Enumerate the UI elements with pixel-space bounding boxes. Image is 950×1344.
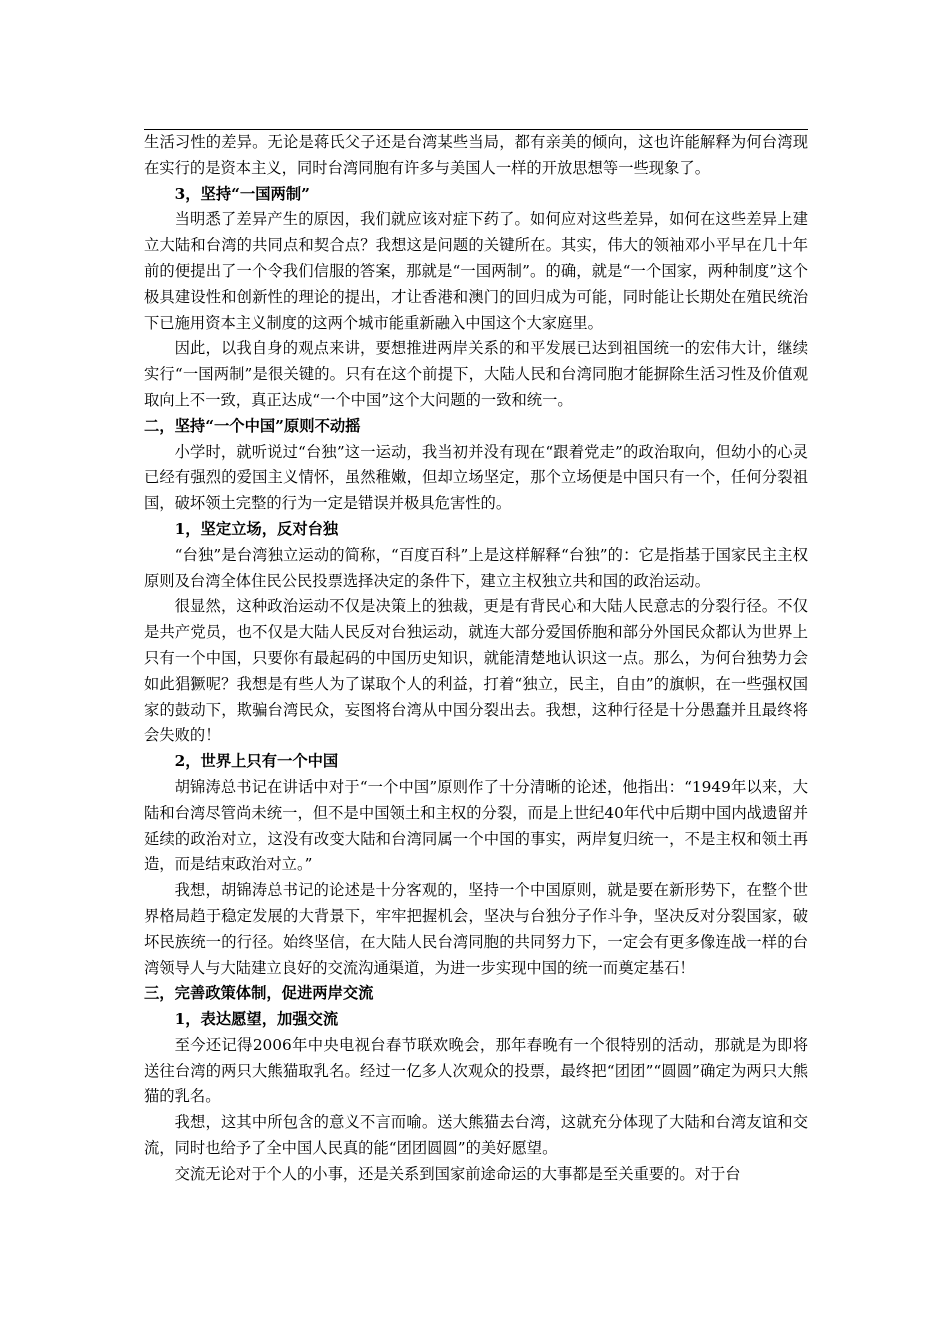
paragraph: 我想，胡锦涛总书记的论述是十分客观的，坚持一个中国原则，就是要在新形势下，在整个世界格局趋于稳定发展的大背景下，牢牢把握机会，坚决与台独分子作斗争，坚决反对分裂国家，破坏民族统一的行径。始终坚信，在大陆人民台湾同胞的共同努力下，一定会有更多像连战一样的台湾领导人与大陆建立良好的交流沟通渠道，为进一步实现中国的统一而奠定基石！ <box>144 881 808 977</box>
subheading: 2，世界上只有一个中国 <box>174 752 339 771</box>
paragraph: 交流无论对于个人的小事，还是关系到国家前途命运的大事都是至关重要的。对于台 <box>174 1164 741 1183</box>
paragraph: 小学时，就听说过“台独”这一运动，我当初并没有现在“跟着党走”的政治取向，但幼小的心灵已经有强烈的爱国主义情怀，虽然稚嫩，但却立场坚定，那个立场便是中国只有一个，任何分裂祖国，破坏领土完整的行为一定是错误并极具危害性的。 <box>144 442 808 513</box>
paragraph: 当明悉了差异产生的原因，我们就应该对症下药了。如何应对这些差异，如何在这些差异上建立大陆和台湾的共同点和契合点？我想这是问题的关键所在。其实，伟大的领袖邓小平早在几十年前的便提出了一个令我们信服的答案，那就是“一国两制”。的确，就是“一个国家，两种制度”这个极具建设性和创新性的理论的提出，才让香港和澳门的回归成为可能，同时能让长期处在殖民统治下已施用资本主义制度的这两个城市能重新融入中国这个大家庭里。 <box>144 210 808 332</box>
section-heading: 二，坚持“一个中国”原则不动摇 <box>144 416 361 435</box>
section-heading: 三，完善政策体制，促进两岸交流 <box>144 984 374 1003</box>
paragraph: 因此，以我自身的观点来讲，要想推进两岸关系的和平发展已达到祖国统一的宏伟大计，继续实行“一国两制”是很关键的。只有在这个前提下，大陆人民和台湾同胞才能摒除生活习性及价值观取向上不一致，真正达成“一个中国”这个大问题的一致和统一。 <box>144 339 808 409</box>
document-body <box>144 130 808 1188</box>
subheading: 3，坚持“一国两制” <box>174 184 310 203</box>
paragraph: 至今还记得2006年中央电视台春节联欢晚会，那年春晚有一个很特别的活动，那就是为即将送往台湾的两只大熊猫取乳名。经过一亿多人次观众的投票，最终把“团团”“圆圆”确定为两只大熊猫的乳名。 <box>144 1035 808 1106</box>
paragraph: 很显然，这种政治运动不仅是决策上的独裁，更是有背民心和大陆人民意志的分裂行径。不仅是共产党员，也不仅是大陆人民反对台独运动，就连大部分爱国侨胞和部分外国民众都认为世界上只有一个中国，只要你有最起码的中国历史知识，就能清楚地认识这一点。那么，为何台独势力会如此猖獗呢？我想是有些人为了谋取个人的利益，打着“独立，民主，自由”的旗帜，在一些强权国家的鼓动下，欺骗台湾民众，妄图将台湾从中国分裂出去。我想，这种行径是十分愚蠢并且最终将会失败的！ <box>144 597 808 745</box>
paragraph: 胡锦涛总书记在讲话中对于“一个中国”原则作了十分清晰的论述，他指出：“1949年以来，大陆和台湾尽管尚未统一，但不是中国领土和主权的分裂，而是上世纪40年代中后期中国内战遗留并延续的政治对立，这没有改变大陆和台湾同属一个中国的事实，两岸复归统一，不是主权和领土再造，而是结束政治对立。” <box>144 777 808 874</box>
subheading: 1，坚定立场，反对台独 <box>174 519 339 538</box>
paragraph: 生活习性的差异。无论是蒋氏父子还是台湾某些当局，都有亲美的倾向，这也许能解释为何台湾现在实行的是资本主义，同时台湾同胞有许多与美国人一样的开放思想等一些现象了。 <box>144 133 808 177</box>
subheading: 1，表达愿望，加强交流 <box>174 1010 339 1029</box>
paragraph: “台独”是台湾独立运动的简称，“百度百科”上是这样解释“台独”的：它是指基于国家民主主权原则及台湾全体住民公民投票选择决定的条件下，建立主权独立共和国的政治运动。 <box>144 545 808 590</box>
paragraph: 我想，这其中所包含的意义不言而喻。送大熊猫去台湾，这就充分体现了大陆和台湾友谊和交流，同时也给予了全中国人民真的能“团团圆圆”的美好愿望。 <box>144 1113 808 1158</box>
